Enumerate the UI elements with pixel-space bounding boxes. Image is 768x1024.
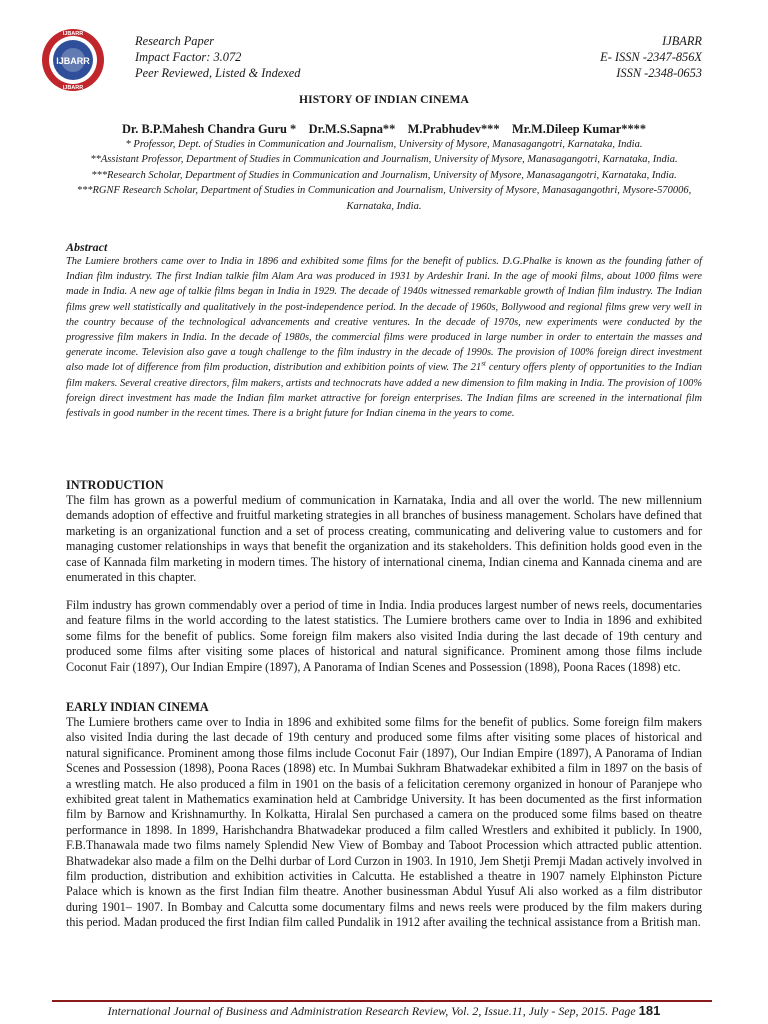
affiliations	[66, 137, 702, 214]
journal-info-left	[135, 33, 301, 81]
introduction-paragraph-2: Film industry has grown commendably over a period of time in India. India produces largest number of news reels, documentaries and feature films in the world according to the latest statistics. The Lumiere brothers came over to India in 1896 and exhibited some films for the benefit of publics. Some foreign film makers also visited India during the last decade of 19th century and produced some films after visiting some places of historical and natural significance. Prominent among those films include Coconut Fair (1897), Our Indian Empire (1897), A Panorama of Indian Scenes and Possession (1898), Poona Races (1898) etc.	[66, 598, 702, 674]
early-cinema-paragraph: The Lumiere brothers came over to India in 1896 and exhibited some films for the benefit of publics. Some foreign film makers also visited India during the last decade of 19th century and produced some films after visiting some places of historical and natural significance. Prominent among those films include Coconut Fair (1897), Our Indian Empire (1897), A Panorama of Indian Scenes and Possession (1898), Poona Races (1898) etc. In Mumbai Sukhram Bhatwadekar exhibited a film in 1897 on the basis of a wrestling match. He also produced a film in 1901 on the basis of a felicitation ceremony organized in honour of Paranjepe who exhibited great talent in Mathematics examination held at Cambridge University. It has been documented as the first information film by Barnow and Krishnamurthy. In Kolkatta, Hiralal Sen purchased a camera on the produced some films based on theatre performance in 1898. In 1899, Harishchandra Bhatwadekar produced a film called Wrestlers and exhibited it publicly. In 1900, F.B.Thanawala made two films namely Splendid New View of Bombay and Taboot Procession which attracted public attention. Bhatwadekar also made a film on the Delhi durbar of Lord Curzon in 1903. In 1910, Jem Shetji Premji Madan actively involved in film production, distribution and exhibition activities in Calcutta. He established a theatre in 1907 namely Elphinston Picture Palace which is known as the first Indian film theatre. Another businessman Abdul Yusuf Ali also worked as a film distributor during 1901– 1907. In Bombay and Calcutta some documentary films and news reels were produced by the film makers during this period. Madan produced the first Indian film called Pundalik in 1912 after availing the technical assistance from a British man.	[66, 715, 702, 930]
early-cinema-heading: EARLY INDIAN CINEMA	[66, 700, 209, 714]
page-number: 181	[638, 1003, 661, 1018]
journal-citation: International Journal of Business and Administration Research Review, Vol. 2, Issue.11, July - Sep, 2015. Page	[107, 1004, 639, 1018]
journal-abbrev: IJBARR	[662, 34, 702, 48]
abstract-heading: Abstract	[66, 240, 108, 254]
affiliation-2: **Assistant Professor, Department of Studies in Communication and Journalism, University of Mysore, Manasagangotri, Karnataka, India.	[90, 154, 678, 166]
issn: ISSN -2348-0653	[616, 66, 702, 80]
affiliation-3: ***Research Scholar, Department of Studies in Communication and Journalism, University of Mysore, Manasagangotri, Karnataka, India.	[91, 169, 677, 181]
svg-text:IJBARR: IJBARR	[62, 31, 84, 37]
journal-info-right	[600, 33, 702, 81]
introduction-heading: INTRODUCTION	[66, 478, 164, 492]
paper-type: Research Paper	[135, 34, 215, 48]
affiliation-1: * Professor, Dept. of Studies in Communication and Journalism, University of Mysore, Manasagangotri, Karnataka, India.	[125, 139, 643, 150]
ijbarr-logo	[40, 27, 106, 93]
page-footer	[0, 1003, 768, 1019]
author-list: Dr. B.P.Mahesh Chandra Guru * Dr.M.S.Sapna** M.Prabhudev*** Mr.M.Dileep Kumar****	[121, 122, 647, 136]
svg-text:IJBARR: IJBARR	[56, 56, 90, 66]
svg-text:IJBARR: IJBARR	[62, 85, 84, 91]
e-issn: E- ISSN -2347-856X	[600, 50, 702, 64]
paper-title: HISTORY OF INDIAN CINEMA	[298, 93, 469, 106]
review-status: Peer Reviewed, Listed & Indexed	[135, 66, 301, 80]
abstract-text: The Lumiere brothers came over to India in 1896 and exhibited some films for the benefit of publics. D.G.Phalke is known as the founding father of Indian film industry. The first Indian talkie film Alam Ara was produced in 1931 by Ardeshir Irani. In the age of mooki films, about 1000 films were made in India. A new age of talkie films began in India in 1929. The decade of 1940s witnessed remarkable growth of Indian film industry. The Indian films grew well statistically and qualitatively in the post-independence period. In the decade of 1960s, Bollywood and regional films grew very well in the country because of the technological advancements and creative ventures. In the decade of 1970s, new experiments were conducted by the progressive film makers in India. In the decade of 1980s, the commercial films were produced in large number in order to entertain the masses and generate income. Television also gave a tough challenge to the film industry in the decade of 1990s. The provision of 100% foreign direct investment also made lot of difference from film production, distribution and exhibition points of view. The 21st century offers plenty of opportunities to the Indian film makers. Several creative directors, film makers, artists and technocrats have added a new dimension to film making in India. The provision of 100% foreign direct investment has made the Indian film market attractive for foreign enterprises. The Indian films are screened in the international film festivals in good number in the recent times. There is a bright future for Indian cinema in the years to come.	[66, 256, 702, 420]
impact-factor: Impact Factor: 3.072	[135, 50, 242, 64]
affiliation-4: ***RGNF Research Scholar, Department of Studies in Communication and Journalism, University of Mysore, Manasagangothri, Mysore-570006, Karnataka, India.	[76, 185, 692, 212]
ordinal-suffix: st	[481, 359, 486, 368]
footer-rule	[52, 1000, 712, 1002]
introduction-paragraph-1: The film has grown as a powerful medium of communication in Karnataka, India and all over the world. The new millennium demands adoption of effective and fruitful marketing strategies in all branches of business management. Scholars have defined that marketing is an organizational function and a set of process creating, communicating and delivering value to customers and for managing customer relationships in ways that benefit the organization and its stakeholders. This definition holds good even in the case of Kannada film marketing in modern times. The history of international cinema, Indian cinema and Kannada cinema and are enumerated in this chapter.	[66, 493, 702, 585]
